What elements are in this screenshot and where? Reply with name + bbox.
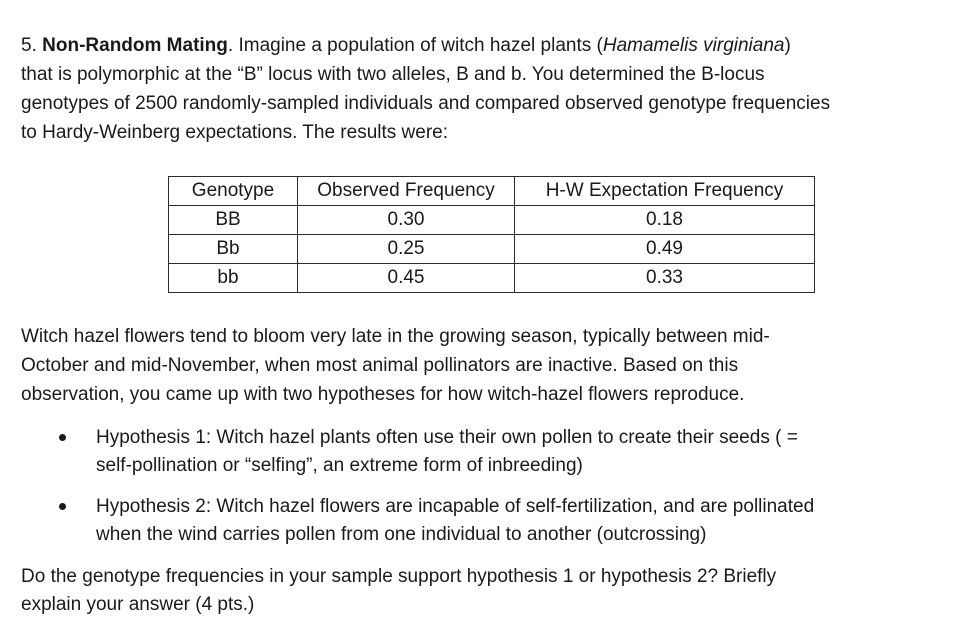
table-cell-expected: 0.33 [515, 264, 815, 293]
table-header-row [169, 177, 815, 206]
table-cell-genotype: Bb [169, 235, 298, 264]
question-title: Non-Random Mating [42, 35, 228, 56]
prompt-line-1: Do the genotype frequencies in your sample support hypothesis 1 or hypothesis 2? Briefly [21, 566, 777, 587]
hypothesis-1-line-1: Hypothesis 1: Witch hazel plants often use their own pollen to create their seeds ( = [96, 427, 798, 448]
hypothesis-2-line-2: when the wind carries pollen from one individual to another (outcrossing) [96, 524, 707, 545]
table-cell-observed: 0.25 [298, 235, 515, 264]
context-line-1: Witch hazel flowers tend to bloom very late in the growing season, typically between mid- [21, 326, 770, 347]
intro-text-close: ) [784, 35, 791, 56]
species-name: Hamamelis virginiana [602, 35, 785, 56]
bullet-icon [59, 434, 66, 441]
table-cell-genotype: bb [169, 264, 298, 293]
table-row [169, 235, 815, 264]
question-intro-line-4: to Hardy-Weinberg expectations. The results were: [21, 122, 448, 143]
table-cell-genotype: BB [169, 206, 298, 235]
hypothesis-2-line-1: Hypothesis 2: Witch hazel flowers are incapable of self-fertilization, and are pollinated [96, 496, 815, 517]
question-intro-line-1 [21, 33, 791, 59]
table-header-observed: Observed Frequency [298, 177, 515, 206]
table-cell-expected: 0.49 [515, 235, 815, 264]
table-cell-observed: 0.45 [298, 264, 515, 293]
question-number: 5. [21, 35, 37, 56]
table-row [169, 206, 815, 235]
table-row [169, 264, 815, 293]
intro-text: . Imagine a population of witch hazel plants ( [227, 35, 603, 56]
prompt-line-2: explain your answer (4 pts.) [21, 594, 255, 615]
table-cell-observed: 0.30 [298, 206, 515, 235]
table-header-genotype: Genotype [169, 177, 298, 206]
hypothesis-1-line-2: self-pollination or “selfing”, an extreme form of inbreeding) [96, 455, 583, 476]
question-intro-line-3: genotypes of 2500 randomly-sampled individuals and compared observed genotype frequencies [21, 93, 831, 114]
context-line-3: observation, you came up with two hypotheses for how witch-hazel flowers reproduce. [21, 384, 745, 405]
table-header-hw-expectation: H-W Expectation Frequency [515, 177, 815, 206]
table-cell-expected: 0.18 [515, 206, 815, 235]
question-intro-line-2: that is polymorphic at the “B” locus with two alleles, B and b. You determined the B-locus [21, 64, 765, 85]
bullet-icon [59, 503, 66, 510]
context-line-2: October and mid-November, when most animal pollinators are inactive. Based on this [21, 355, 739, 376]
genotype-frequency-table [168, 176, 815, 293]
